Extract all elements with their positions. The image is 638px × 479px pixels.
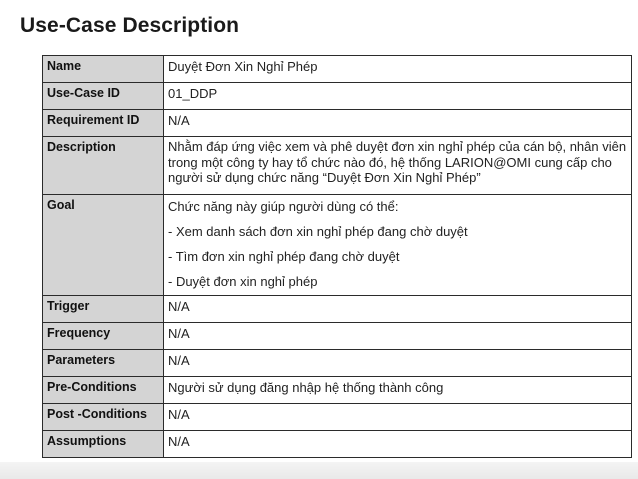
row-label: Requirement ID [43,110,164,137]
row-goal [43,195,632,296]
row-value: 01_DDP [164,83,632,110]
row-label: Pre-Conditions [43,377,164,404]
row-value: N/A [164,350,632,377]
row-label: Post -Conditions [43,404,164,431]
row-name [43,56,632,83]
row-frequency [43,323,632,350]
row-label: Description [43,137,164,195]
row-post-conditions [43,404,632,431]
row-label: Assumptions [43,431,164,458]
row-trigger [43,296,632,323]
row-value: Duyệt Đơn Xin Nghỉ Phép [164,56,632,83]
row-value: N/A [164,296,632,323]
goal-line: - Duyệt đơn xin nghỉ phép [168,274,318,289]
row-label: Name [43,56,164,83]
goal-line: - Tìm đơn xin nghỉ phép đang chờ duyệt [168,249,400,264]
row-label: Frequency [43,323,164,350]
row-use-case-id [43,83,632,110]
goal-line: - Xem danh sách đơn xin nghỉ phép đang chờ duyệt [168,224,468,239]
row-value: Người sử dụng đăng nhập hệ thống thành công [164,377,632,404]
row-pre-conditions [43,377,632,404]
row-value: N/A [164,323,632,350]
row-description [43,137,632,195]
row-label: Trigger [43,296,164,323]
row-requirement-id [43,110,632,137]
row-value: Nhằm đáp ứng việc xem và phê duyệt đơn xin nghỉ phép của cán bộ, nhân viên trong một công ty hay tổ chức nào đó, hệ thống LARION@OMI cung cấp cho người sử dụng chức năng “Duyệt Đơn Xin Nghỉ Phép” [164,137,632,195]
row-value: N/A [164,431,632,458]
row-label: Parameters [43,350,164,377]
bottom-shade [0,462,638,479]
row-value: N/A [164,110,632,137]
goal-line: Chức năng này giúp người dùng có thể: [168,199,399,214]
row-value [164,195,632,296]
row-label: Use-Case ID [43,83,164,110]
row-assumptions [43,431,632,458]
row-label: Goal [43,195,164,296]
use-case-table [42,55,632,458]
row-value: N/A [164,404,632,431]
page-title: Use-Case Description [20,14,240,37]
row-parameters [43,350,632,377]
